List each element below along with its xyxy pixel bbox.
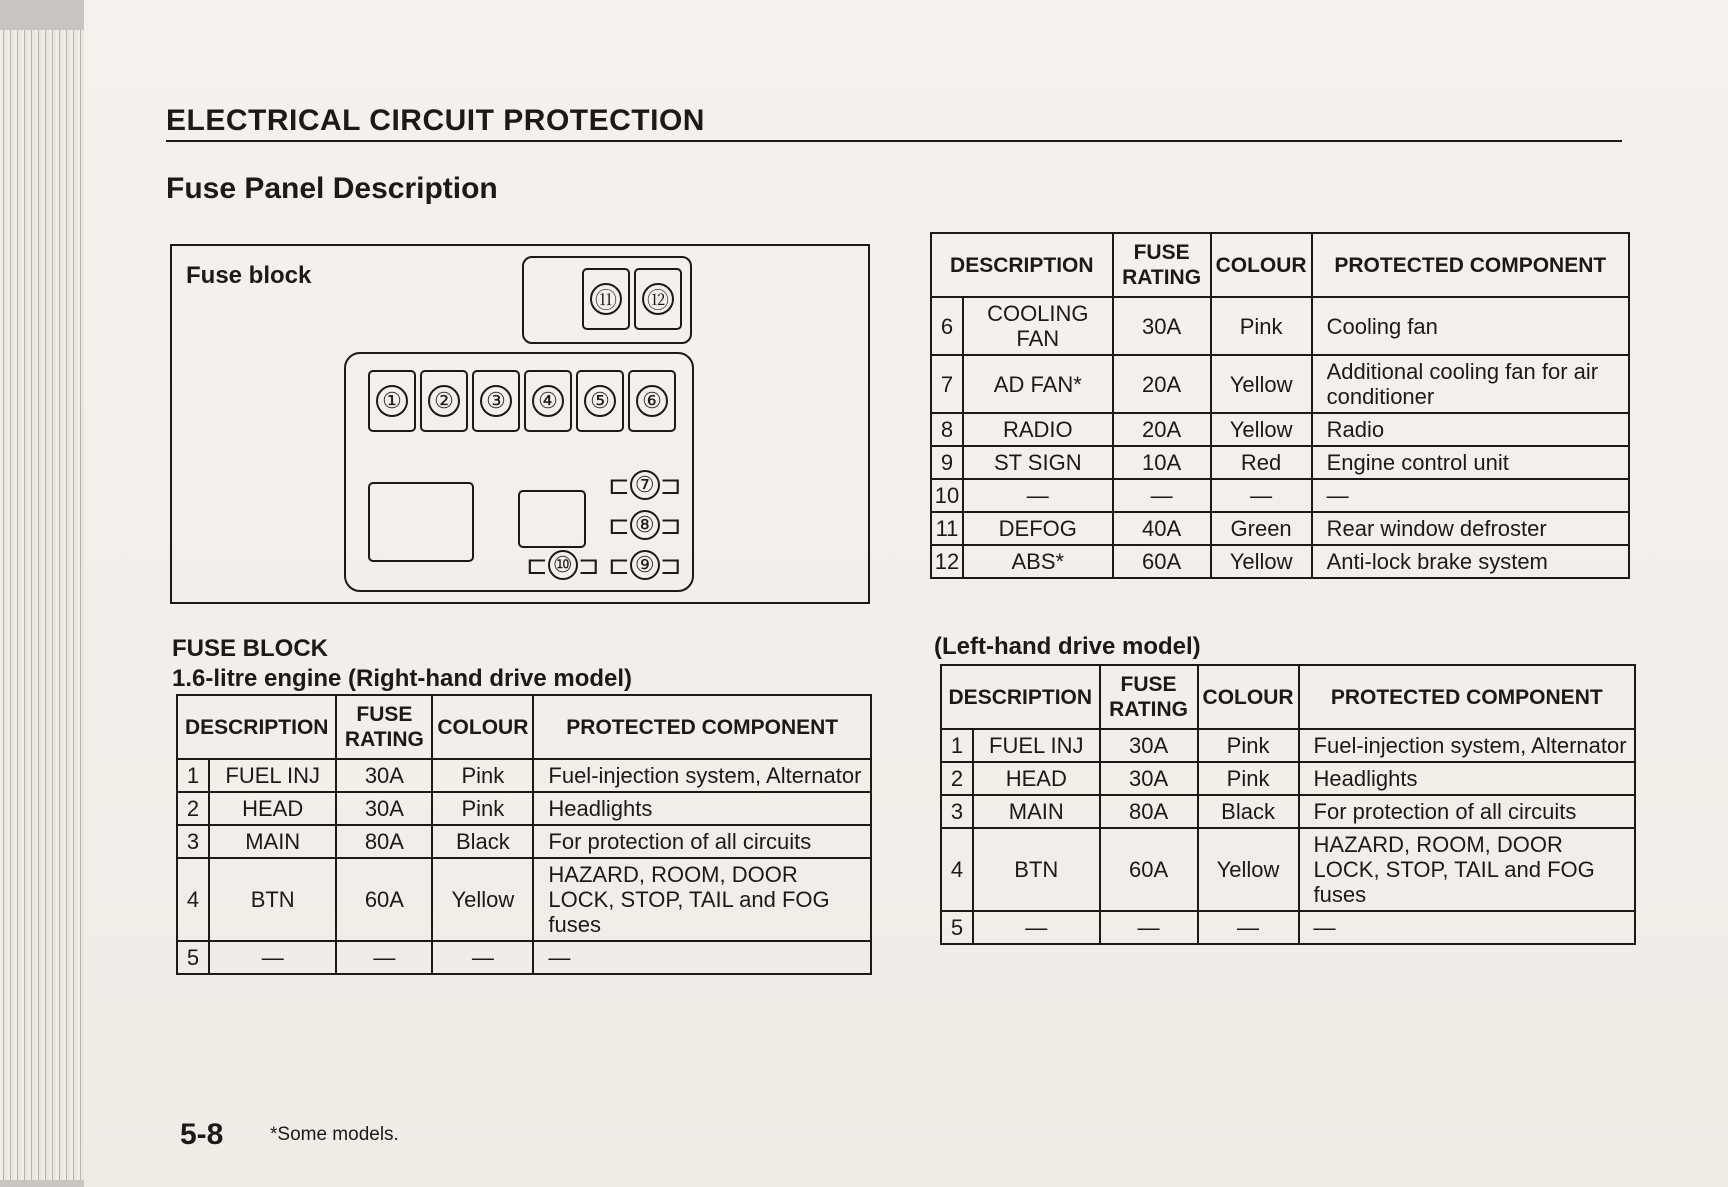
fuse-8-number: ⑧: [630, 510, 660, 540]
fuse-4-number: ④: [532, 385, 564, 417]
fuse-9-right-clip: ⊐: [659, 550, 682, 580]
colour-cell: Black: [1198, 795, 1299, 828]
fuse-number-cell: 1: [177, 759, 209, 792]
col-colour: COLOUR: [1198, 665, 1299, 729]
col-fuse-rating-line2: RATING: [344, 728, 424, 751]
protected-component-cell: Fuel-injection system, Alternator: [533, 759, 871, 792]
fuse-5-number: ⑤: [584, 385, 616, 417]
rating-cell: 60A: [1113, 545, 1211, 578]
protected-component-cell: —: [1299, 911, 1635, 944]
fuse-10-number: ⑩: [548, 550, 578, 580]
rating-cell: 20A: [1113, 413, 1211, 446]
col-fuse-rating-line1: FUSE: [1133, 241, 1190, 264]
colour-cell: Pink: [432, 792, 533, 825]
rating-cell: 30A: [336, 759, 432, 792]
rating-cell: 20A: [1113, 355, 1211, 413]
col-fuse-rating: [336, 695, 432, 759]
description-cell: BTN: [973, 828, 1100, 911]
fuse-number-cell: 7: [931, 355, 963, 413]
fuse-8-left-clip: ⊏: [608, 510, 630, 540]
col-description: DESCRIPTION: [941, 665, 1100, 729]
fuse-number-cell: 5: [177, 941, 209, 974]
fuse-10-left-clip: ⊏: [526, 550, 548, 580]
rating-cell: 60A: [336, 858, 432, 941]
description-cell: AD FAN*: [963, 355, 1113, 413]
fuse-8: [608, 510, 682, 540]
protected-component-cell: Cooling fan: [1312, 297, 1629, 355]
fuse-1: [368, 370, 416, 432]
rating-cell: 30A: [336, 792, 432, 825]
fuse-number-cell: 5: [941, 911, 973, 944]
table-row: [931, 479, 1629, 512]
description-cell: FUEL INJ: [209, 759, 336, 792]
fuse-number-cell: 12: [931, 545, 963, 578]
rating-cell: 30A: [1100, 762, 1198, 795]
table-row: [931, 446, 1629, 479]
title-rule: [166, 140, 1622, 142]
table-row: [177, 792, 871, 825]
fuse-10: [526, 550, 600, 580]
description-cell: HEAD: [973, 762, 1100, 795]
fuse-block-diagram: [170, 244, 870, 604]
description-cell: DEFOG: [963, 512, 1113, 545]
description-cell: —: [963, 479, 1113, 512]
fuse-number-cell: 8: [931, 413, 963, 446]
rating-cell: —: [336, 941, 432, 974]
table-row: [177, 858, 871, 941]
page-number: 5-8: [180, 1118, 224, 1151]
diagram-label: Fuse block: [186, 262, 312, 289]
col-fuse-rating-line1: FUSE: [356, 703, 413, 726]
fuse-number-cell: 11: [931, 512, 963, 545]
fuse-6-number: ⑥: [636, 385, 668, 417]
colour-cell: Pink: [1198, 762, 1299, 795]
fuse-7-number: ⑦: [630, 470, 660, 500]
colour-cell: Pink: [432, 759, 533, 792]
table-row: [941, 828, 1635, 911]
fuse-5: [576, 370, 624, 432]
description-cell: —: [973, 911, 1100, 944]
fuse-number-cell: 10: [931, 479, 963, 512]
col-description: DESCRIPTION: [177, 695, 336, 759]
fuse-2: [420, 370, 468, 432]
description-cell: ST SIGN: [963, 446, 1113, 479]
protected-component-cell: HAZARD, ROOM, DOOR LOCK, STOP, TAIL and FOG fuses: [533, 858, 871, 941]
protected-component-cell: Headlights: [533, 792, 871, 825]
lhd-heading: (Left-hand drive model): [934, 633, 1201, 660]
table-row: [941, 795, 1635, 828]
large-relay: [368, 482, 474, 562]
fuse-8-right-clip: ⊐: [659, 510, 682, 540]
table-header-row: [177, 695, 871, 759]
description-cell: HEAD: [209, 792, 336, 825]
protected-component-cell: Fuel-injection system, Alternator: [1299, 729, 1635, 762]
description-cell: FUEL INJ: [973, 729, 1100, 762]
rating-cell: 30A: [1113, 297, 1211, 355]
colour-cell: Pink: [1198, 729, 1299, 762]
colour-cell: Yellow: [1211, 355, 1312, 413]
fuse-9: [608, 550, 682, 580]
colour-cell: Green: [1211, 512, 1312, 545]
rating-cell: 80A: [1100, 795, 1198, 828]
fuse-table-lhd: [940, 664, 1636, 945]
description-cell: ABS*: [963, 545, 1113, 578]
fuse-1-number: ①: [376, 385, 408, 417]
fuse-number-cell: 3: [941, 795, 973, 828]
col-fuse-rating-line1: FUSE: [1120, 673, 1177, 696]
colour-cell: —: [1198, 911, 1299, 944]
fuse-3-number: ③: [480, 385, 512, 417]
fuse-number-cell: 2: [941, 762, 973, 795]
rhd-heading-line2: 1.6-litre engine (Right-hand drive model): [172, 665, 633, 692]
fuse-number-cell: 6: [931, 297, 963, 355]
small-relay: [518, 490, 586, 548]
fuse-7-left-clip: ⊏: [608, 470, 630, 500]
rating-cell: —: [1113, 479, 1211, 512]
fuse-number-cell: 3: [177, 825, 209, 858]
fuse-table-6-12: [930, 232, 1630, 579]
description-cell: MAIN: [973, 795, 1100, 828]
col-fuse-rating: [1100, 665, 1198, 729]
fuse-12: [634, 268, 682, 330]
colour-cell: Yellow: [432, 858, 533, 941]
fuse-7: [608, 470, 682, 500]
fuse-number-cell: 4: [941, 828, 973, 911]
colour-cell: Yellow: [1211, 545, 1312, 578]
rating-cell: 30A: [1100, 729, 1198, 762]
fuse-2-number: ②: [428, 385, 460, 417]
table-row: [177, 825, 871, 858]
rating-cell: 40A: [1113, 512, 1211, 545]
fuse-12-number: ⑫: [642, 283, 674, 315]
table-row: [177, 941, 871, 974]
colour-cell: Black: [432, 825, 533, 858]
table-header-row: [931, 233, 1629, 297]
rating-cell: 10A: [1113, 446, 1211, 479]
table-row: [931, 355, 1629, 413]
table-row: [941, 729, 1635, 762]
col-fuse-rating: [1113, 233, 1211, 297]
col-protected: PROTECTED COMPONENT: [1312, 233, 1629, 297]
fuse-9-number: ⑨: [630, 550, 660, 580]
description-cell: BTN: [209, 858, 336, 941]
table-row: [931, 545, 1629, 578]
table-row: [941, 762, 1635, 795]
table-row: [931, 512, 1629, 545]
protected-component-cell: Radio: [1312, 413, 1629, 446]
protected-component-cell: Anti-lock brake system: [1312, 545, 1629, 578]
colour-cell: Red: [1211, 446, 1312, 479]
table-row: [931, 413, 1629, 446]
protected-component-cell: —: [1312, 479, 1629, 512]
fuse-6: [628, 370, 676, 432]
col-description: DESCRIPTION: [931, 233, 1113, 297]
section-title: ELECTRICAL CIRCUIT PROTECTION: [166, 104, 705, 137]
table-row: [177, 759, 871, 792]
protected-component-cell: Additional cooling fan for air conditioner: [1312, 355, 1629, 413]
protected-component-cell: For protection of all circuits: [533, 825, 871, 858]
protected-component-cell: —: [533, 941, 871, 974]
colour-cell: Pink: [1211, 297, 1312, 355]
col-protected: PROTECTED COMPONENT: [1299, 665, 1635, 729]
fuse-10-right-clip: ⊐: [577, 550, 600, 580]
fuse-number-cell: 4: [177, 858, 209, 941]
colour-cell: —: [432, 941, 533, 974]
description-cell: MAIN: [209, 825, 336, 858]
col-colour: COLOUR: [432, 695, 533, 759]
fuse-table-rhd: [176, 694, 872, 975]
table-row: [931, 297, 1629, 355]
fuse-number-cell: 1: [941, 729, 973, 762]
col-protected: PROTECTED COMPONENT: [533, 695, 871, 759]
fuse-11: [582, 268, 630, 330]
description-cell: RADIO: [963, 413, 1113, 446]
footnote: *Some models.: [270, 1124, 399, 1145]
col-fuse-rating-line2: RATING: [1122, 266, 1202, 289]
table-row: [941, 911, 1635, 944]
rating-cell: 60A: [1100, 828, 1198, 911]
description-cell: COOLING FAN: [963, 297, 1113, 355]
colour-cell: —: [1211, 479, 1312, 512]
fuse-11-number: ⑪: [590, 283, 622, 315]
colour-cell: Yellow: [1198, 828, 1299, 911]
rhd-heading: [172, 634, 632, 694]
protected-component-cell: Rear window defroster: [1312, 512, 1629, 545]
fuse-7-right-clip: ⊐: [659, 470, 682, 500]
protected-component-cell: HAZARD, ROOM, DOOR LOCK, STOP, TAIL and FOG fuses: [1299, 828, 1635, 911]
book-page-edges: [0, 30, 90, 1180]
protected-component-cell: Headlights: [1299, 762, 1635, 795]
fuse-3: [472, 370, 520, 432]
col-colour: COLOUR: [1211, 233, 1312, 297]
protected-component-cell: For protection of all circuits: [1299, 795, 1635, 828]
fuse-number-cell: 9: [931, 446, 963, 479]
fuse-9-left-clip: ⊏: [608, 550, 630, 580]
sub-title: Fuse Panel Description: [166, 172, 498, 205]
rating-cell: —: [1100, 911, 1198, 944]
fuse-4: [524, 370, 572, 432]
colour-cell: Yellow: [1211, 413, 1312, 446]
table-header-row: [941, 665, 1635, 729]
col-fuse-rating-line2: RATING: [1109, 698, 1189, 721]
rating-cell: 80A: [336, 825, 432, 858]
protected-component-cell: Engine control unit: [1312, 446, 1629, 479]
rhd-heading-line1: FUSE BLOCK: [172, 635, 328, 662]
description-cell: —: [209, 941, 336, 974]
fuse-number-cell: 2: [177, 792, 209, 825]
